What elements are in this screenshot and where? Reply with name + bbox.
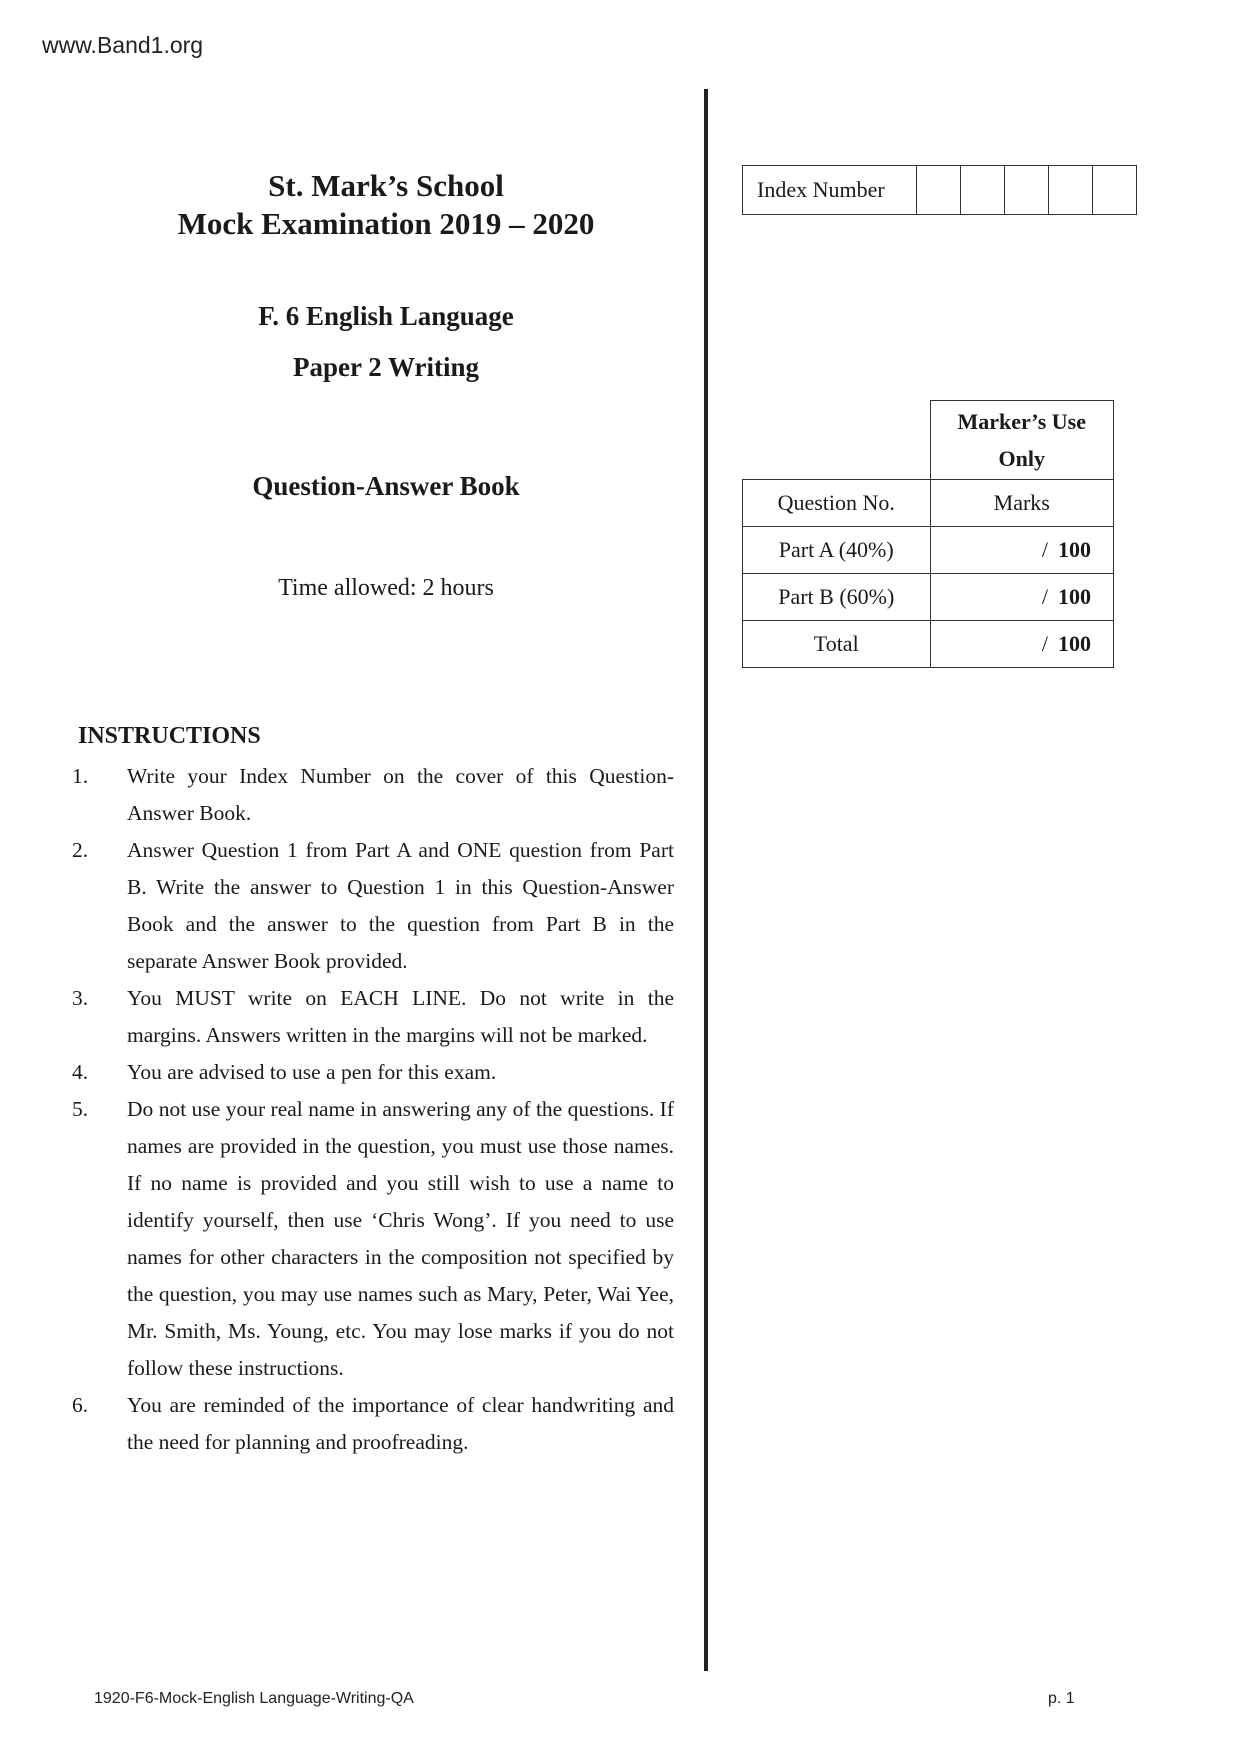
table-row [743, 527, 1114, 574]
table-row [743, 574, 1114, 621]
instruction-item [68, 1054, 674, 1091]
max-marks: 100 [1058, 631, 1091, 656]
empty-cell [743, 401, 931, 480]
marker-table [742, 400, 1114, 668]
slash: / [1041, 631, 1048, 656]
index-number-box [742, 165, 1137, 215]
instruction-item [68, 980, 674, 1054]
index-digit-box[interactable] [1093, 166, 1137, 215]
footer-page-number: p. 1 [1048, 1690, 1075, 1707]
exam-title: Mock Examination 2019 – 2020 [177, 206, 595, 241]
marker-header-line: Marker’s Use [957, 409, 1086, 434]
paper-title: Paper 2 Writing [292, 352, 479, 382]
item-number: 1. [72, 764, 89, 788]
book-title: Question-Answer Book [252, 471, 520, 501]
index-digit-box[interactable] [917, 166, 961, 215]
max-marks: 100 [1058, 537, 1091, 562]
question-cell: Part B (60%) [743, 574, 931, 621]
footer-doc-id: 1920-F6-Mock-English Language-Writing-QA [94, 1690, 414, 1707]
item-number: 5. [72, 1097, 89, 1121]
instruction-item [68, 832, 674, 980]
item-text: Do not use your real name in answering any of the questions. If names are provided in the question, you must use those names. If no name is provided and you still wish to use a name to identify yourself, then use ‘Chris Wong’. If you need to use names for other characters in the composition not specified by the question, you may use names such as Mary, Peter, Wai Yee, Mr. Smith, Ms. Young, etc. You may lose marks if you do not follow these instructions. [127, 1097, 674, 1380]
max-marks: 100 [1058, 584, 1091, 609]
marks-cell[interactable] [930, 574, 1114, 621]
item-text: Answer Question 1 from Part A and ONE question from Part B. Write the answer to Question 1 in this Question-Answer Book and the answer to the question from Part B in the separate Answer Book provided. [127, 838, 674, 973]
time-allowed: Time allowed: 2 hours [278, 575, 494, 601]
instruction-item [68, 758, 674, 832]
item-number: 6. [72, 1393, 89, 1417]
item-number: 3. [72, 986, 89, 1010]
instruction-item [68, 1387, 674, 1461]
item-text: You MUST write on EACH LINE. Do not write in the margins. Answers written in the margins will not be marked. [127, 986, 674, 1047]
instructions-list [68, 758, 674, 1461]
school-name: St. Mark’s School [268, 168, 504, 203]
item-text: You are reminded of the importance of clear handwriting and the need for planning and proofreading. [127, 1393, 674, 1454]
marks-cell[interactable] [930, 621, 1114, 668]
index-digit-box[interactable] [961, 166, 1005, 215]
question-column-header: Question No. [743, 480, 931, 527]
marks-column-header: Marks [930, 480, 1114, 527]
marker-use-header [930, 401, 1114, 480]
item-text: You are advised to use a pen for this exam. [127, 1060, 497, 1084]
instruction-item [68, 1091, 674, 1387]
index-digit-box[interactable] [1005, 166, 1049, 215]
marks-cell[interactable] [930, 527, 1114, 574]
slash: / [1041, 537, 1048, 562]
item-text: Write your Index Number on the cover of this Question-Answer Book. [127, 764, 674, 825]
item-number: 4. [72, 1060, 89, 1084]
subject-title: F. 6 English Language [258, 301, 514, 331]
table-row [743, 621, 1114, 668]
marker-header-line: Only [998, 446, 1045, 471]
site-watermark: www.Band1.org [42, 32, 204, 58]
question-cell: Total [743, 621, 931, 668]
item-number: 2. [72, 838, 89, 862]
instructions-heading: INSTRUCTIONS [78, 723, 261, 749]
index-number-label: Index Number [743, 166, 917, 215]
slash: / [1041, 584, 1048, 609]
question-cell: Part A (40%) [743, 527, 931, 574]
index-digit-box[interactable] [1049, 166, 1093, 215]
